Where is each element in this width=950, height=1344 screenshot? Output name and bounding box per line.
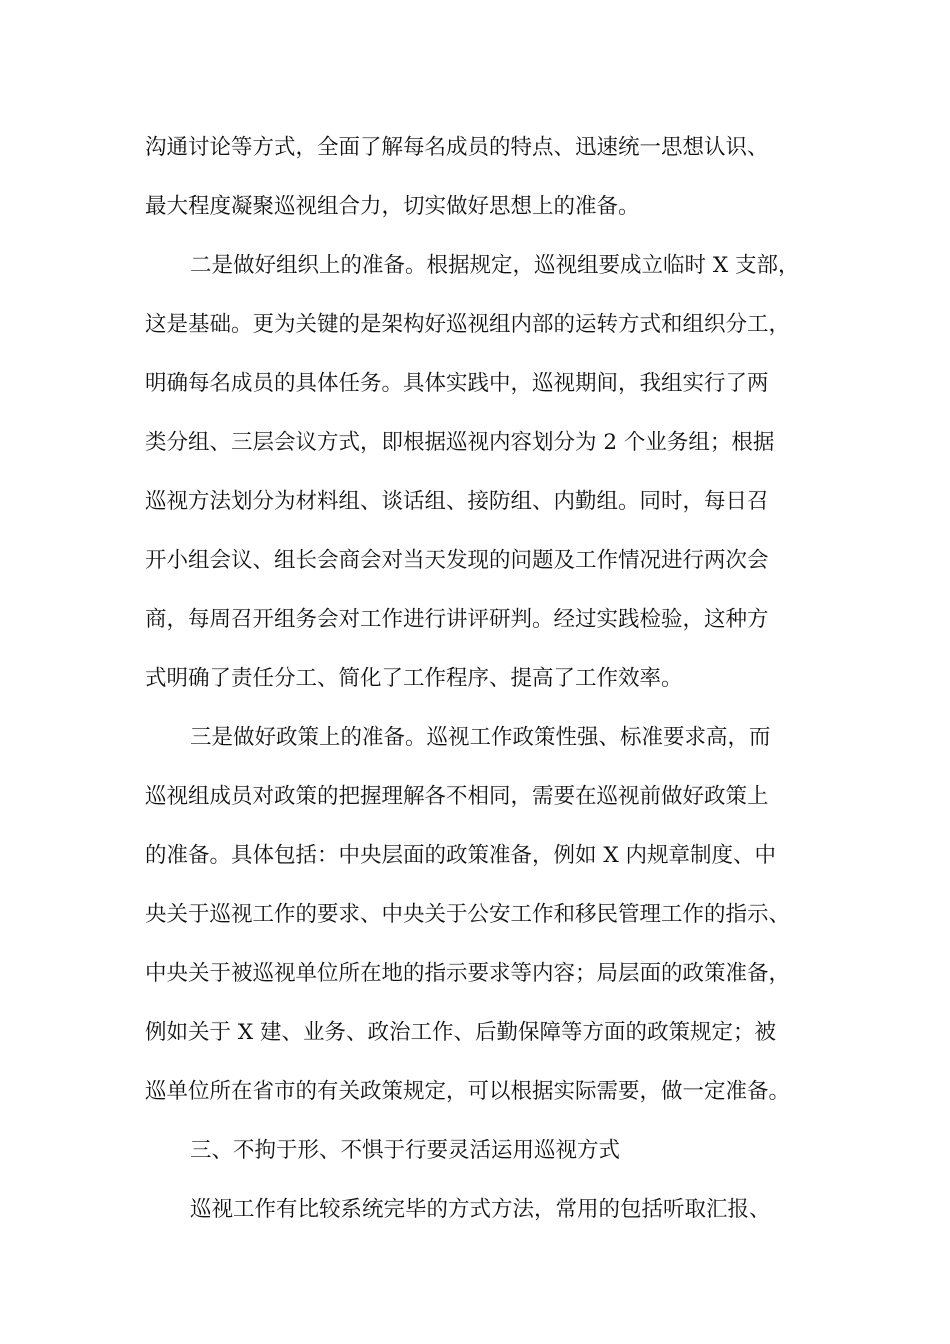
section-heading: 三、不拘于形、不惧于行要灵活运用巡视方式 xyxy=(190,1138,621,1163)
paragraph-line: 类分组、三层会议方式，即根据巡视内容划分为 2 个业务组；根据 xyxy=(145,430,775,455)
paragraph-line: 沟通讨论等方式，全面了解每名成员的特点、迅速统一思想认识、 xyxy=(145,135,769,160)
paragraph-line: 明确每名成员的具体任务。具体实践中，巡视期间，我组实行了两 xyxy=(145,371,769,396)
paragraph-line: 巡视方法划分为材料组、谈话组、接防组、内勤组。同时，每日召 xyxy=(145,489,769,514)
paragraph-line: 这是基础。更为关键的是架构好巡视组内部的运转方式和组织分工， xyxy=(145,312,791,337)
paragraph-line: 三是做好政策上的准备。巡视工作政策性强、标准要求高，而 xyxy=(190,725,771,750)
paragraph-line: 的准备。具体包括：中央层面的政策准备，例如 X 内规章制度、中 xyxy=(145,843,776,868)
paragraph-line: 中央关于被巡视单位所在地的指示要求等内容；局层面的政策准备， xyxy=(145,961,791,986)
paragraph-line: 巡单位所在省市的有关政策规定，可以根据实际需要，做一定准备。 xyxy=(145,1079,791,1104)
paragraph-line: 二是做好组织上的准备。根据规定，巡视组要成立临时 X 支部， xyxy=(190,253,800,278)
paragraph-line: 开小组会议、组长会商会对当天发现的问题及工作情况进行两次会 xyxy=(145,548,769,573)
paragraph-line: 巡视组成员对政策的把握理解各不相同，需要在巡视前做好政策上 xyxy=(145,784,769,809)
paragraph-line: 式明确了责任分工、简化了工作程序、提高了工作效率。 xyxy=(145,666,683,691)
paragraph-line: 商，每周召开组务会对工作进行讲评研判。经过实践检验，这种方 xyxy=(145,607,769,632)
paragraph-line: 最大程度凝聚巡视组合力，切实做好思想上的准备。 xyxy=(145,194,640,219)
paragraph-line: 巡视工作有比较系统完毕的方式方法，常用的包括听取汇报、 xyxy=(190,1197,771,1222)
paragraph-line: 例如关于 X 建、业务、政治工作、后勤保障等方面的政策规定；被 xyxy=(145,1020,776,1045)
paragraph-line: 央关于巡视工作的要求、中央关于公安工作和移民管理工作的指示、 xyxy=(145,902,791,927)
